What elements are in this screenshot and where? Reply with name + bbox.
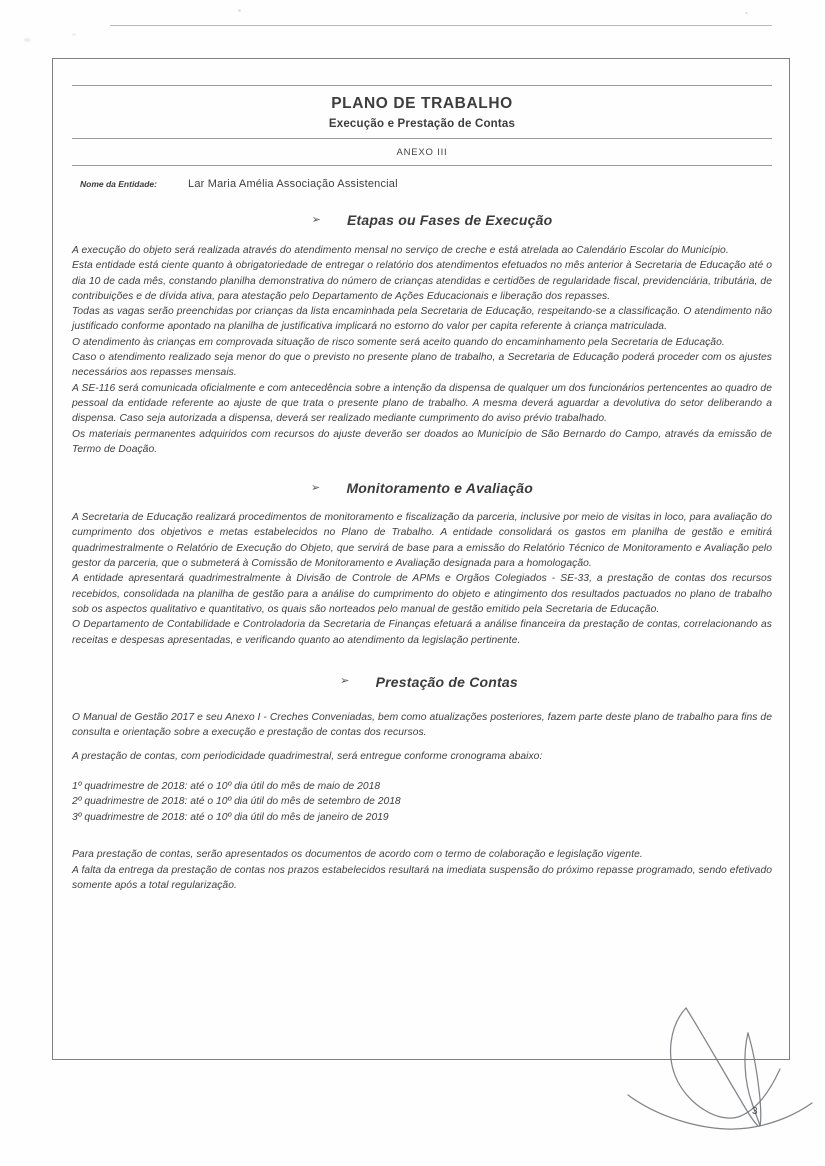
section-body-prestacao [72,710,772,765]
spacer [72,690,772,710]
section-heading-etapas-label: Etapas ou Fases de Execução [347,212,553,228]
page-number: 3 [752,1106,758,1117]
spacer [72,740,772,749]
paragraph: Esta entidade está ciente quanto à obrigatoriedade de entregar o relatório dos atendimentos efetuados no mês anterior à Secretaria de Educação até o dia 10 de cada mês, constando planilha demonstrativa do número de crianças atendidas e certidões de regularidade fiscal, previdenciária, tributária, de contribuições e de dívida ativa, para atestação pelo Departamento de Ações Educacionais e liberação dos repasses. [72,260,772,302]
entity-name-value: Lar Maria Amélia Associação Assistencial [188,178,398,190]
section-closing-prestacao [72,847,772,893]
paragraph: O Departamento de Contabilidade e Controladoria da Secretaria de Finanças efetuará a análise financeira da prestação de contas, correlacionando as receitas e despesas apresentadas, e verificando quanto ao atendimento da legislação pertinente. [72,619,772,646]
paragraph: Caso o atendimento realizado seja menor do que o previsto no presente plano de trabalho, a Secretaria de Educação poderá proceder com os ajustes necessários aos repasses mensais. [72,352,772,379]
paragraph: Todas as vagas serão preenchidas por crianças da lista encaminhada pela Secretaria de Educação, respeitando-se a classificação. O atendimento não justificado conforme apontado na planilha de justificativa implicará no estorno do valor per capita referente à criança matriculada. [72,306,772,333]
paragraph: O Manual de Gestão 2017 e seu Anexo I - Creches Conveniadas, bem como atualizações posteriores, fazem parte deste plano de trabalho para fins de consulta e orientação sobre a execução e prestação de contas dos recursos. [72,711,772,739]
page-subtitle: Execução e Prestação de Contas [328,118,516,130]
scan-speck [238,9,241,12]
spacer [72,825,772,847]
schedule-item: 1º quadrimestre de 2018: até o 10º dia útil do mês de maio de 2018 [72,780,381,792]
page-title: PLANO DE TRABALHO [331,95,513,112]
arrow-bullet-icon: ➢ [340,675,350,688]
schedule-list [72,779,772,826]
paragraph: A falta da entrega da prestação de contas nos prazos estabelecidos resultará na imediata suspensão do próximo repasse programado, sendo efetivado somente após a total regularização. [72,864,772,891]
entity-name-label: Nome da Entidade: [80,179,157,189]
arrow-bullet-icon: ➢ [311,481,321,494]
paragraph: Para prestação de contas, serão apresentados os documentos de acordo com o termo de colaboração e legislação vigente. [72,849,643,861]
annex-label: ANEXO III [396,147,448,158]
paragraph: A entidade apresentará quadrimestralmente à Divisão de Controle de APMs e Orgãos Colegiados - SE-33, a prestação de contas dos recursos recebidos, consolidada na planilha de gestão para a análise do cumprimento do objeto e atingimento dos resultados pactuados no plano de trabalho sob os aspectos qualitativo e quantitativo, os quais são norteados pelo manual de gestão emitido pela Secretaria de Educação. [72,573,772,615]
schedule-item: 3º quadrimestre de 2018: até o 10º dia útil do mês de janeiro de 2019 [72,811,389,823]
section-heading-prestacao [72,674,772,690]
paragraph: A execução do objeto será realizada através do atendimento mensal no serviço de creche e está atrelada ao Calendário Escolar do Município. [72,245,729,256]
section-body-etapas [72,243,772,457]
entity-row [72,166,772,190]
section-heading-prestacao-label: Prestação de Contas [375,673,518,690]
paragraph: A prestação de contas, com periodicidade quadrimestral, será entregue conforme cronograma abaixo: [72,751,543,763]
arrow-bullet-icon: ➢ [311,213,322,226]
section-heading-etapas [72,212,772,228]
schedule-item: 2º quadrimestre de 2018: até o 10º dia útil do mês de setembro de 2018 [72,796,401,808]
section-heading-monitoramento-label: Monitoramento e Avaliação [346,480,533,497]
scan-speck [24,38,31,42]
section-body-monitoramento [72,510,772,648]
scan-speck [72,33,76,36]
scan-speck [745,12,748,14]
document-content [72,85,772,893]
paragraph: O atendimento às crianças em comprovada situação de risco somente será aceito quando do encaminhamento pela Secretaria de Educação. [72,336,725,348]
section-heading-monitoramento [72,480,772,496]
header-top-rule [110,25,772,26]
paragraph: Os materiais permanentes adquiridos com recursos do ajuste deverão ser doados ao Município de São Bernardo do Campo, através da emissão de Termo de Doação. [72,428,772,455]
paragraph: A Secretaria de Educação realizará procedimentos de monitoramento e fiscalização da parceria, inclusive por meio de visitas in loco, para avaliação do cumprimento dos objetivos e metas estabelecidos no Plano de Trabalho. A entidade consolidará os gastos em planilha de gestão e emitirá quadrimestralmente o Relatório de Execução do Objeto, que servirá de base para a emissão do Relatório Técnico de Monitoramento e Avaliação pelo gestor da parceria, que o submeterá à Comissão de Monitoramento e Avaliação designada para a homologação. [72,512,772,570]
paragraph: A SE-116 será comunicada oficialmente e com antecedência sobre a intenção da dispensa de qualquer um dos funcionários pertencentes ao quadro de pessoal da entidade referente ao ajuste de que trata o presente plano de trabalho. A mesma deverá aguardar a devolutiva do setor deliberando a dispensa. Caso seja autorizada a dispensa, deverá ser realizado mediante cumprimento do aviso prévio trabalhado. [72,382,772,425]
